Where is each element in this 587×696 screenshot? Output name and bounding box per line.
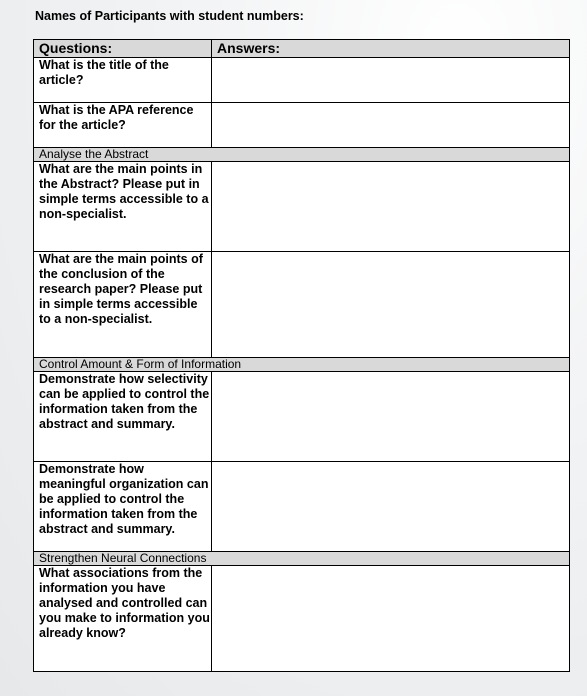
section-row: [34, 148, 570, 162]
section-neural-connections: Strengthen Neural Connections: [34, 552, 570, 566]
section-analyse-abstract: Analyse the Abstract: [34, 148, 570, 162]
answer-cell-conclusion-main-points[interactable]: [212, 252, 570, 358]
table-header-row: [34, 40, 570, 58]
table-row: [34, 372, 570, 462]
table-row: [34, 462, 570, 552]
question-conclusion-main-points: What are the main points of the conclusion of the research paper? Please put in simple terms accessible to a non-specialist.: [34, 252, 212, 358]
answer-cell-selectivity[interactable]: [212, 372, 570, 462]
participants-heading: Names of Participants with student numbers:: [35, 9, 304, 23]
answer-cell-abstract-main-points[interactable]: [212, 162, 570, 252]
question-title: What is the title of the article?: [34, 58, 212, 103]
answer-cell-apa-reference[interactable]: [212, 103, 570, 148]
answer-cell-title[interactable]: [212, 58, 570, 103]
questions-header: Questions:: [34, 40, 212, 58]
section-control-information: Control Amount & Form of Information: [34, 358, 570, 372]
table-row: [34, 58, 570, 103]
answer-cell-associations[interactable]: [212, 566, 570, 672]
table-row: [34, 162, 570, 252]
question-apa-reference: What is the APA reference for the article?: [34, 103, 212, 148]
worksheet-table: [33, 39, 570, 672]
question-abstract-main-points: What are the main points in the Abstract? Please put in simple terms accessible to a non-specialist.: [34, 162, 212, 252]
question-meaningful-organization: Demonstrate how meaningful organization can be applied to control the information taken from the abstract and summary.: [34, 462, 212, 552]
answer-cell-meaningful-organization[interactable]: [212, 462, 570, 552]
section-row: [34, 552, 570, 566]
table-row: [34, 252, 570, 358]
section-row: [34, 358, 570, 372]
table-row: [34, 103, 570, 148]
table-row: [34, 566, 570, 672]
question-selectivity: Demonstrate how selectivity can be applied to control the information taken from the abstract and summary.: [34, 372, 212, 462]
question-associations: What associations from the information you have analysed and controlled can you make to information you already know?: [34, 566, 212, 672]
answers-header: Answers:: [212, 40, 570, 58]
